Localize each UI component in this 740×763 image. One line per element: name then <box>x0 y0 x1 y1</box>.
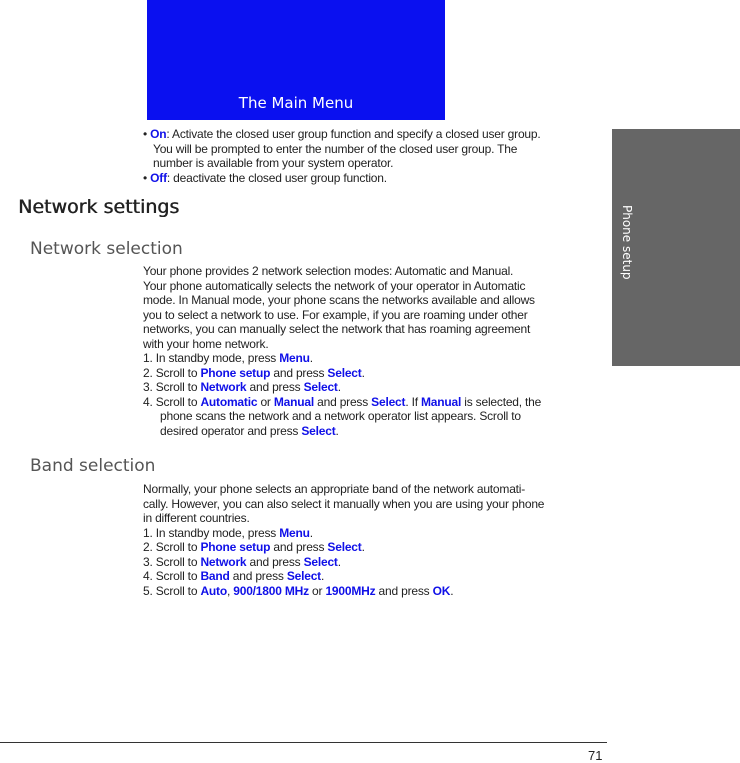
text-run: . <box>335 423 339 438</box>
text-run: or <box>257 394 274 409</box>
main-menu-banner <box>147 0 445 120</box>
text-line <box>143 366 541 381</box>
menu-term: Phone setup <box>200 365 271 380</box>
text-line <box>143 279 541 294</box>
text-line <box>143 424 541 439</box>
text-line <box>143 584 544 599</box>
text-run: • <box>143 170 151 185</box>
text-run: . <box>361 365 365 380</box>
text-line <box>143 322 541 337</box>
text-run: cally. However, you can also select it manually when you are using your phone <box>143 496 545 511</box>
text-line <box>143 264 541 279</box>
text-run: . <box>337 554 341 569</box>
text-run: Your phone automatically selects the network of your operator in Automatic <box>143 278 526 293</box>
menu-term: OK <box>432 583 451 598</box>
text-run: and press <box>270 540 328 554</box>
text-line <box>143 395 541 410</box>
text-run: 1. In standby mode, press <box>143 525 280 540</box>
text-run: . <box>309 525 313 540</box>
menu-term: Select <box>286 569 321 583</box>
text-run: is selected, the <box>461 394 542 409</box>
text-run: networks, you can manually select the network that has roaming agreement <box>143 322 531 336</box>
menu-term: Band <box>200 569 230 583</box>
text-line <box>143 156 541 171</box>
menu-term: Manual <box>421 394 462 409</box>
band-selection-title: Band selection <box>30 456 156 476</box>
menu-term: Auto <box>200 583 227 598</box>
bullet-off <box>143 171 541 186</box>
text-run: mode. In Manual mode, your phone scans the networks available and allows <box>143 293 535 307</box>
menu-term: Automatic <box>200 394 258 409</box>
menu-term: Off <box>150 170 167 185</box>
network-selection-title: Network selection <box>30 239 183 259</box>
text-line <box>143 127 541 142</box>
menu-term: Select <box>327 365 362 380</box>
menu-term: Menu <box>279 525 310 540</box>
text-run: Normally, your phone selects an appropriate band of the network automati- <box>143 482 526 496</box>
text-run: 2. Scroll to <box>143 365 201 380</box>
menu-term: Select <box>371 394 406 409</box>
band-selection-body <box>143 482 544 598</box>
text-run: with your home network. <box>143 336 269 351</box>
text-run: 4. Scroll to <box>143 569 201 583</box>
text-line <box>143 308 541 323</box>
text-run: . <box>337 380 341 394</box>
menu-term: Select <box>301 423 336 438</box>
chapter-tab-label: Phone setup <box>620 205 634 280</box>
menu-term: Menu <box>279 351 310 365</box>
text-run: and press <box>375 583 433 598</box>
text-run: phone scans the network and a network operator list appears. Scroll to <box>160 409 521 423</box>
text-line <box>143 351 541 366</box>
text-run: and press <box>246 554 304 569</box>
text-run: . If <box>405 394 421 409</box>
page-number: 71 <box>588 748 603 763</box>
text-run: you to select a network to use. For example, if you are roaming under other <box>143 307 528 322</box>
menu-term: Network <box>200 554 247 569</box>
text-line <box>143 540 544 555</box>
text-line <box>143 380 541 395</box>
menu-term: Select <box>327 540 362 554</box>
text-run: and press <box>229 569 287 583</box>
text-run: : deactivate the closed user group function. <box>166 170 387 185</box>
text-run: and press <box>270 365 328 380</box>
menu-term: Select <box>303 380 338 394</box>
text-line <box>143 569 544 584</box>
text-line <box>143 526 544 541</box>
menu-term: Manual <box>273 394 314 409</box>
footer-divider <box>0 742 607 743</box>
text-line <box>143 497 544 512</box>
text-line <box>143 142 541 157</box>
menu-term: Phone setup <box>200 540 271 554</box>
text-line <box>143 337 541 352</box>
menu-term: Network <box>200 380 247 394</box>
text-run: . <box>361 540 365 554</box>
network-selection-body <box>143 264 541 438</box>
text-run: 2. Scroll to <box>143 540 201 554</box>
text-line <box>143 555 544 570</box>
text-run: desired operator and press <box>160 423 302 438</box>
text-run: and press <box>314 394 372 409</box>
text-run: : Activate the closed user group function and specify a closed user group. <box>166 127 541 141</box>
bullet-on <box>143 127 541 171</box>
text-run: • <box>143 127 151 141</box>
text-run: 3. Scroll to <box>143 380 201 394</box>
text-run: in different countries. <box>143 511 250 525</box>
text-run: and press <box>246 380 304 394</box>
text-line <box>143 293 541 308</box>
text-run: 4. Scroll to <box>143 394 201 409</box>
text-run: 5. Scroll to <box>143 583 201 598</box>
menu-term: 1900MHz <box>325 583 376 598</box>
menu-term: On <box>150 127 167 141</box>
text-line <box>143 171 541 186</box>
text-line <box>143 482 544 497</box>
text-run: . <box>320 569 325 583</box>
text-run: , <box>226 583 234 598</box>
text-run: You will be prompted to enter the number of the closed user group. The <box>153 141 518 156</box>
text-run: Your phone provides 2 network selection modes: Automatic and Manual. <box>143 264 514 278</box>
text-run: . <box>309 351 313 365</box>
text-run: 3. Scroll to <box>143 554 201 569</box>
text-line <box>143 511 544 526</box>
text-run: . <box>450 583 454 598</box>
text-line <box>143 409 541 424</box>
option-bullets <box>143 127 541 185</box>
menu-term: Select <box>303 554 338 569</box>
menu-term: 900/1800 MHz <box>233 583 309 598</box>
text-run: or <box>308 583 326 598</box>
section-title: Network settings <box>18 196 180 218</box>
banner-title: The Main Menu <box>238 94 354 112</box>
text-run: number is available from your system operator. <box>153 156 394 170</box>
text-run: 1. In standby mode, press <box>143 351 280 365</box>
